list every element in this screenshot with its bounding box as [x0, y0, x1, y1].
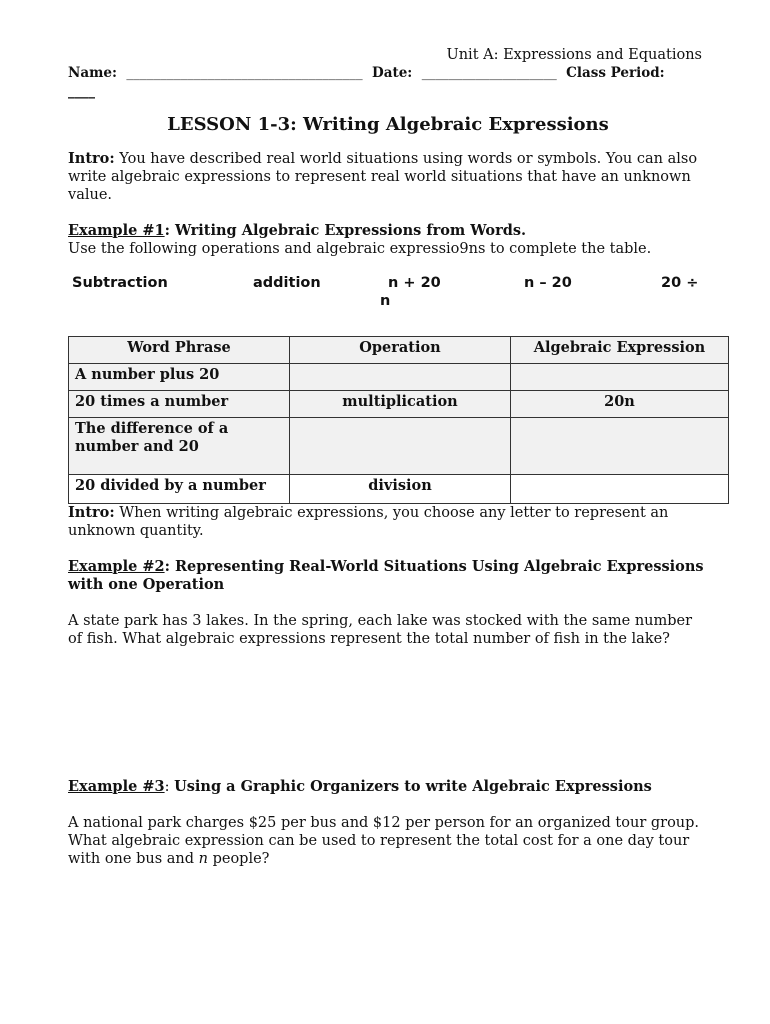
example-2-problem: A state park has 3 lakes. In the spring, each lake was stocked with the same number of fish. What algebraic expressions represent the total number of fish in the lake?	[68, 613, 693, 647]
header-word-phrase: Word Phrase	[69, 337, 290, 364]
example-3-label: Example #3	[68, 778, 165, 795]
cell-word-phrase: A number plus 20	[69, 364, 290, 391]
word-phrase-table	[68, 336, 729, 504]
worksheet-page	[68, 46, 708, 868]
example-2-title: : Representing Real-World Situations Using Algebraic Expressions with one Operation	[68, 558, 704, 593]
period-blank[interactable]: ____	[68, 83, 95, 99]
cell-expression[interactable]	[511, 475, 729, 504]
example-2-heading	[68, 558, 708, 594]
cell-operation: multiplication	[290, 391, 511, 418]
example-1-heading	[68, 222, 708, 240]
op-addition: addition	[253, 275, 321, 291]
header-operation: Operation	[290, 337, 511, 364]
table-row	[69, 418, 729, 475]
cell-word-phrase: 20 divided by a number	[69, 475, 290, 504]
op-subtraction: Subtraction	[72, 275, 168, 291]
intro-label: Intro:	[68, 150, 115, 167]
example-1-title: : Writing Algebraic Expressions from Words.	[164, 222, 527, 239]
example-1-instruction: Use the following operations and algebraic expressio9ns to complete the table.	[68, 241, 652, 257]
example-3-colon: :	[164, 779, 175, 795]
cell-word-phrase: 20 times a number	[69, 391, 290, 418]
example-3-problem	[68, 814, 708, 868]
period-label: Class Period:	[566, 65, 665, 81]
intro-2-text: When writing algebraic expressions, you choose any letter to represent an unknown quantity.	[68, 505, 669, 539]
example-3-text: A national park charges $25 per bus and $12 per person for an organized tour group. What algebraic expression can be used to represent the total cost for a one day tour with one bus and	[68, 815, 700, 867]
example-2-work-space[interactable]	[68, 648, 708, 778]
example-1-label: Example #1	[68, 222, 165, 239]
name-row	[68, 64, 708, 82]
table-row	[69, 391, 729, 418]
name-blank[interactable]: ___________________________________	[126, 65, 363, 81]
intro-2-label: Intro:	[68, 504, 115, 521]
table-header-row	[69, 337, 729, 364]
cell-operation[interactable]	[290, 418, 511, 475]
op-20-divided-n: n	[380, 293, 391, 309]
cell-word-phrase: The difference of a number and 20	[69, 418, 290, 475]
intro-text: You have described real world situations using words or symbols. You can also write algebraic expressions to represent real world situations that have an unknown value.	[68, 151, 698, 203]
op-n-minus-20: n – 20	[524, 275, 572, 291]
unit-title: Unit A: Expressions and Equations	[446, 47, 702, 63]
cell-operation: division	[290, 475, 511, 504]
name-label: Name:	[68, 65, 117, 81]
cell-expression: 20n	[511, 391, 729, 418]
cell-expression[interactable]	[511, 418, 729, 475]
cell-expression[interactable]	[511, 364, 729, 391]
table-row	[69, 364, 729, 391]
example-3-text-end: people?	[207, 851, 270, 867]
variable-n: n	[198, 851, 208, 867]
example-3-title: Using a Graphic Organizers to write Algebraic Expressions	[174, 778, 652, 795]
cell-operation[interactable]	[290, 364, 511, 391]
date-blank[interactable]: ____________________	[421, 65, 557, 81]
header-algebraic-expression: Algebraic Expression	[511, 337, 729, 364]
intro-paragraph-1	[68, 150, 708, 204]
op-20-divided: 20 ÷	[661, 275, 699, 291]
op-n-plus-20: n + 20	[388, 275, 441, 291]
table-row	[69, 475, 729, 504]
date-label: Date:	[372, 65, 413, 81]
example-2-label: Example #2	[68, 558, 165, 575]
example-3-heading	[68, 778, 708, 796]
operations-bank	[68, 274, 708, 314]
lesson-title: LESSON 1-3: Writing Algebraic Expressions	[167, 114, 609, 135]
intro-paragraph-2	[68, 504, 708, 540]
